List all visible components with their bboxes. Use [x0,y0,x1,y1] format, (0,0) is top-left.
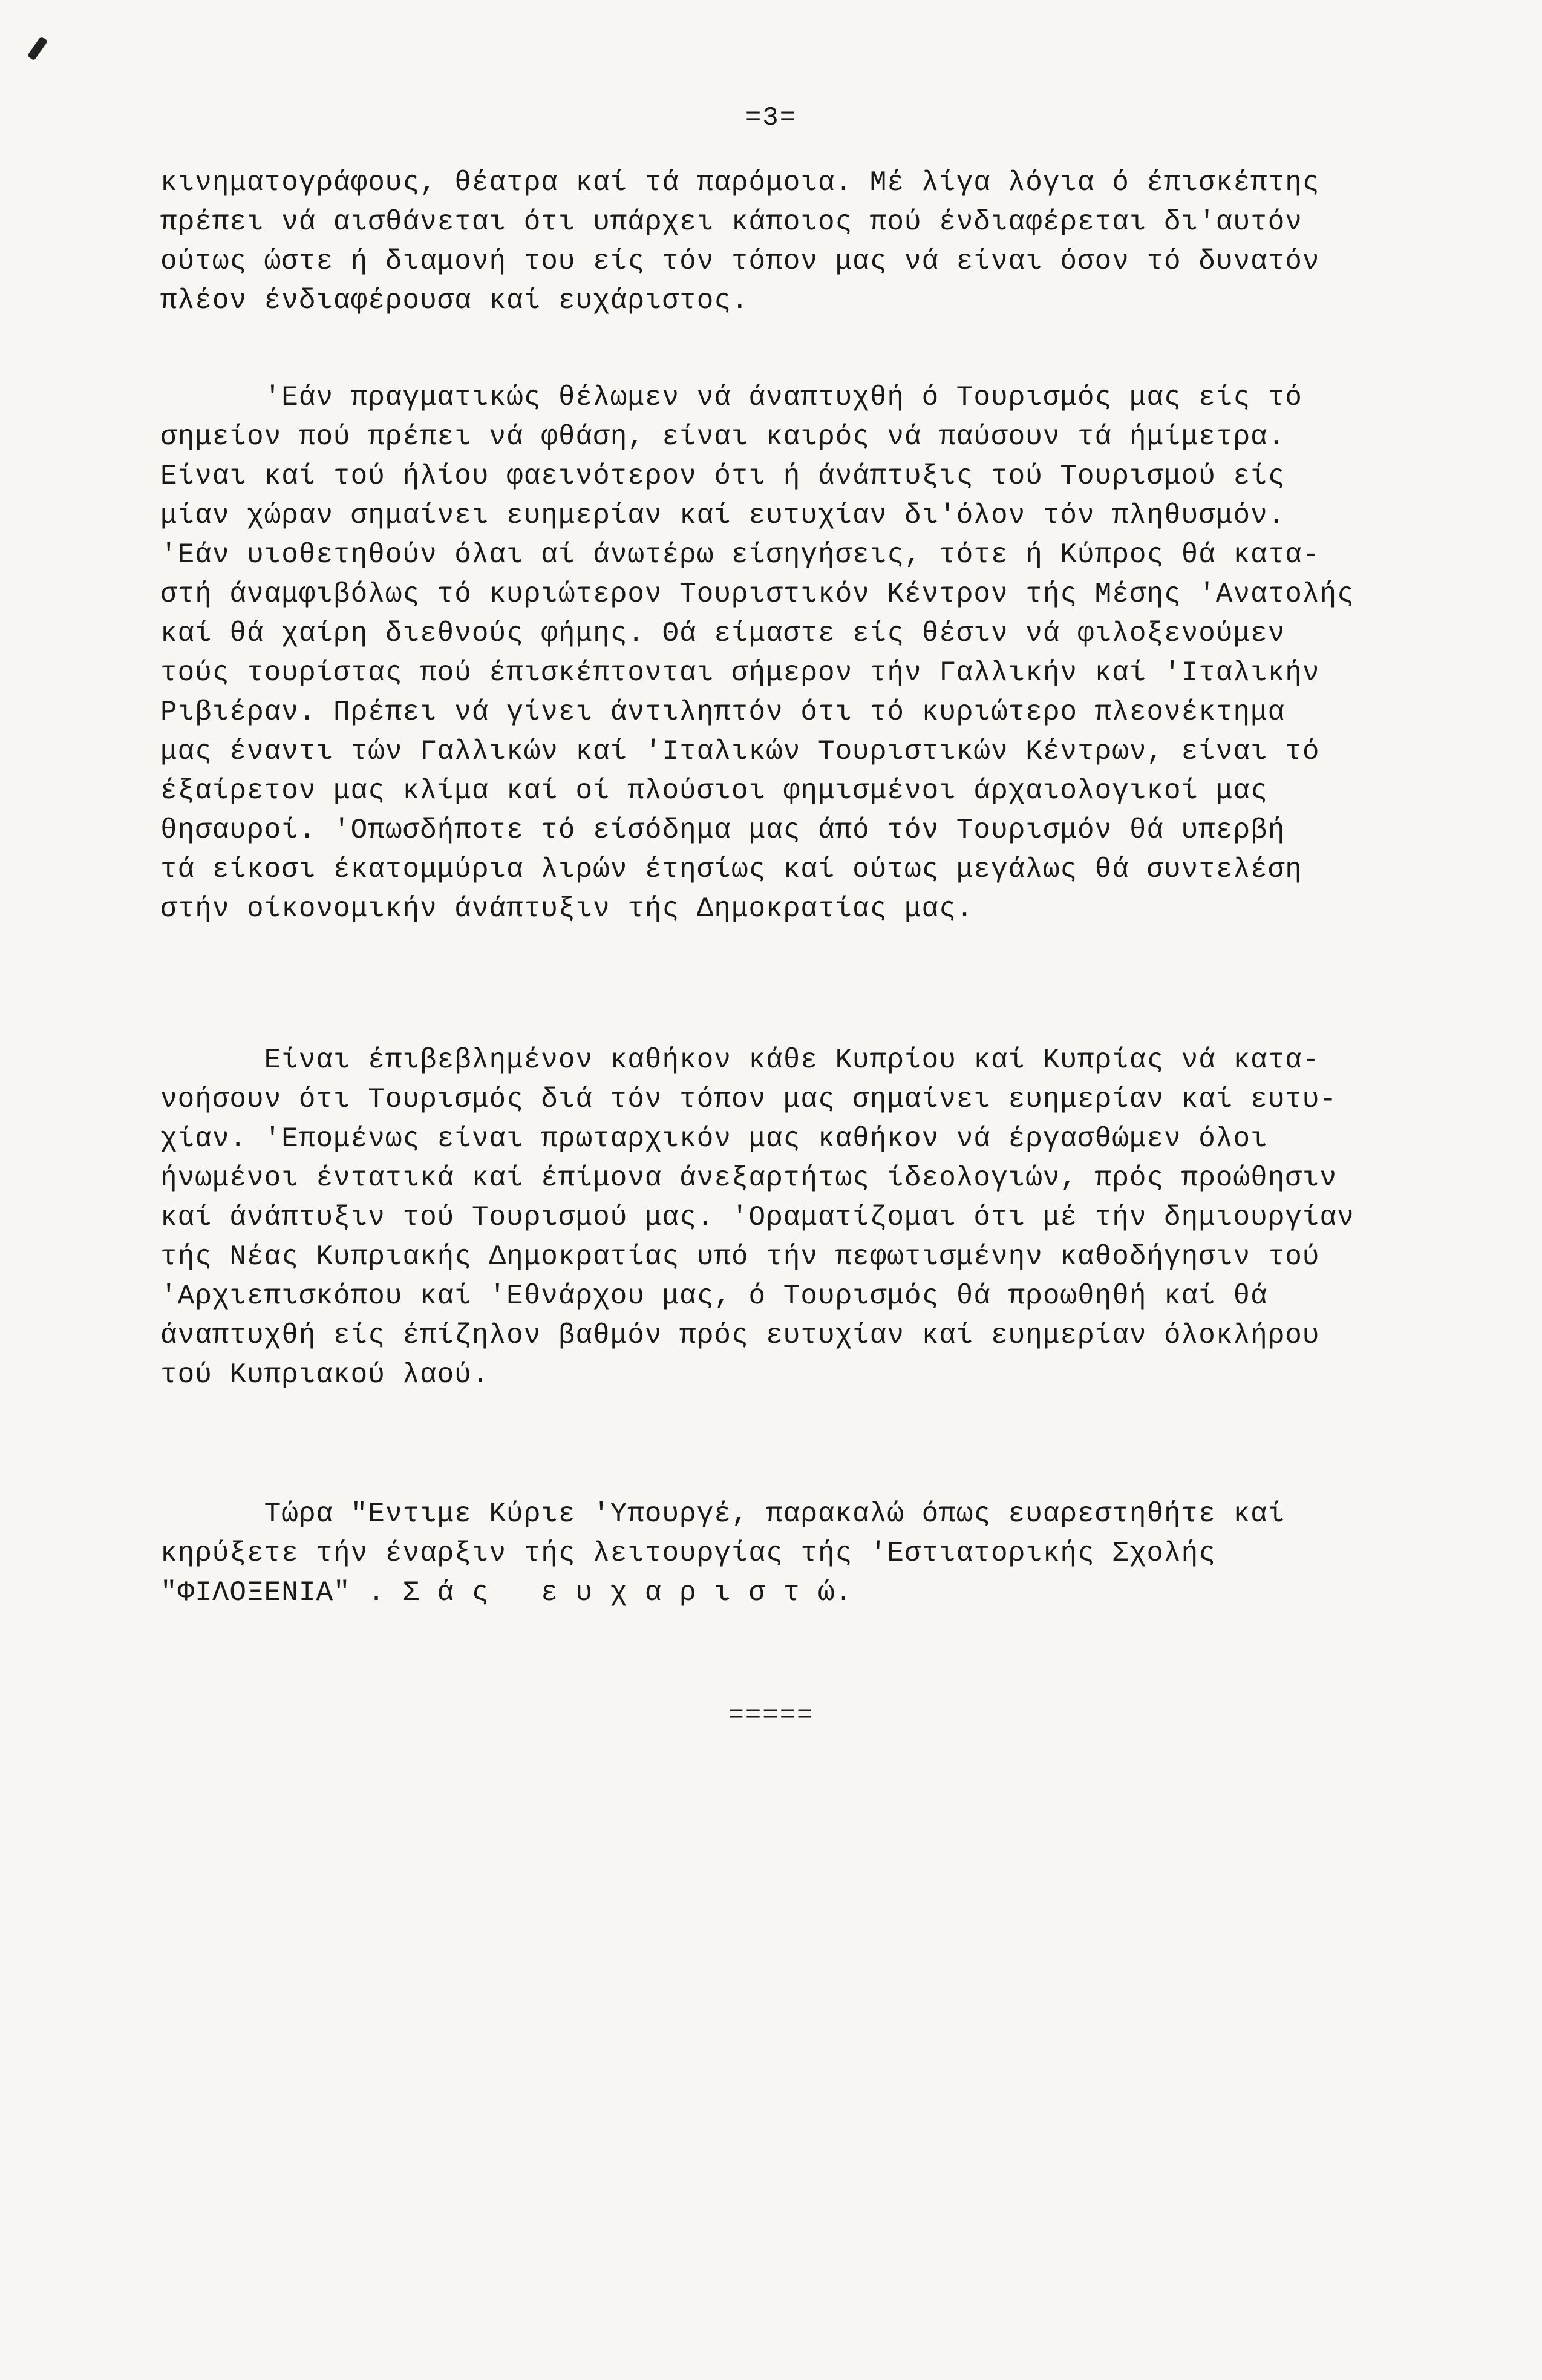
text-line: Είναι καί τού ήλίου φαεινότερον ότι ή άνάπτυξις τού Τουρισμού είς [160,461,1286,492]
text-line: στήν οίκονομικήν άνάπτυξιν τής Δημοκρατίας μας. [160,893,974,925]
text-line: κηρύξετε τήν έναρξιν τής λειτουργίας τής 'Εστιατορικής Σχολής [160,1538,1216,1569]
text-line: ήνωμένοι έντατικά καί έπίμονα άνεξαρτήτως ίδεολογιών, πρός προώθησιν [160,1162,1338,1194]
text-line: καί θά χαίρη διεθνούς φήμης. Θά είμαστε είς θέσιν νά φιλοξενούμεν [160,618,1286,649]
text-line: θησαυροί. 'Οπωσδήποτε τό είσόδημα μας άπό τόν Τουρισμόν θά υπερβή [160,815,1286,846]
text-line: καί άνάπτυξιν τού Τουρισμού μας. 'Οραματίζομαι ότι μέ τήν δημιουργίαν [160,1202,1354,1233]
text-line: στή άναμφιβόλως τό κυριώτερον Τουριστικόν Κέντρον τής Μέσης 'Ανατολής [160,579,1354,610]
text-line: Είναι έπιβεβλημένον καθήκον κάθε Κυπρίου καί Κυπρίας νά κατα- [160,1044,1320,1076]
text-line: τούς τουρίστας πού έπισκέπτονται σήμερον τήν Γαλλικήν καί 'Ιταλικήν [160,657,1320,689]
text-line: μίαν χώραν σημαίνει ευημερίαν καί ευτυχίαν δι'όλον τόν πληθυσμόν. [160,500,1286,531]
text-line: νοήσουν ότι Τουρισμός διά τόν τόπον μας σημαίνει ευημερίαν καί ευτυ- [160,1084,1338,1115]
text-line: Ριβιέραν. Πρέπει νά γίνει άντιληπτόν ότι τό κυριώτερο πλεονέκτημα [160,697,1286,728]
paragraph-1 [160,163,1461,321]
text-line: "ΦΙΛΟΞΕΝΙΑ" . Σ ά ς ε υ χ α ρ ι σ τ ώ. [160,1577,853,1608]
text-line: πρέπει νά αισθάνεται ότι υπάρχει κάποιος πού ένδιαφέρεται δι'αυτόν [160,206,1302,238]
text-line: σημείον πού πρέπει νά φθάση, είναι καιρός νά παύσουν τά ήμίμετρα. [160,421,1286,453]
text-line: μας έναντι τών Γαλλικών καί 'Ιταλικών Τουριστικών Κέντρων, είναι τό [160,736,1320,767]
text-line: έξαίρετον μας κλίμα καί οί πλούσιοι φημισμένοι άρχαιολογικοί μας [160,775,1268,807]
paragraph-4 [160,1495,1461,1613]
text-line: άναπτυχθή είς έπίζηλον βαθμόν πρός ευτυχίαν καί ευημερίαν όλοκλήρου [160,1320,1320,1351]
text-line: ούτως ώστε ή διαμονή του είς τόν τόπον μας νά είναι όσον τό δυνατόν [160,246,1320,277]
text-line: τού Κυπριακού λαού. [160,1359,489,1391]
text-line: τής Νέας Κυπριακής Δημοκρατίας υπό τήν πεφωτισμένην καθοδήγησιν τού [160,1241,1320,1273]
text-line: Τώρα "Εντιμε Κύριε 'Υπουργέ, παρακαλώ όπως ευαρεστηθήτε καί [160,1498,1286,1530]
text-line: κινηματογράφους, θέατρα καί τά παρόμοια. Μέ λίγα λόγια ό έπισκέπτης [160,167,1320,198]
page-number: =3= [745,103,797,133]
text-line: 'Εάν πραγματικώς θέλωμεν νά άναπτυχθή ό Τουρισμός μας είς τό [160,382,1302,413]
text-line: πλέον ένδιαφέρουσα καί ευχάριστος. [160,285,749,316]
paragraph-3 [160,1041,1461,1395]
closing-rule: ===== [728,1700,814,1731]
paragraph-2 [160,378,1461,929]
text-line: 'Αρχιεπισκόπου καί 'Εθνάρχου μας, ό Τουρισμός θά προωθηθή καί θά [160,1280,1268,1312]
ink-mark [27,36,48,61]
text-line: χίαν. 'Επομένως είναι πρωταρχικόν μας καθήκον νά έργασθώμεν όλοι [160,1123,1268,1155]
text-line: τά είκοσι έκατομμύρια λιρών έτησίως καί ούτως μεγάλως θά συντελέση [160,854,1302,885]
text-line: 'Εάν υιοθετηθούν όλαι αί άνωτέρω είσηγήσεις, τότε ή Κύπρος θά κατα- [160,539,1320,571]
